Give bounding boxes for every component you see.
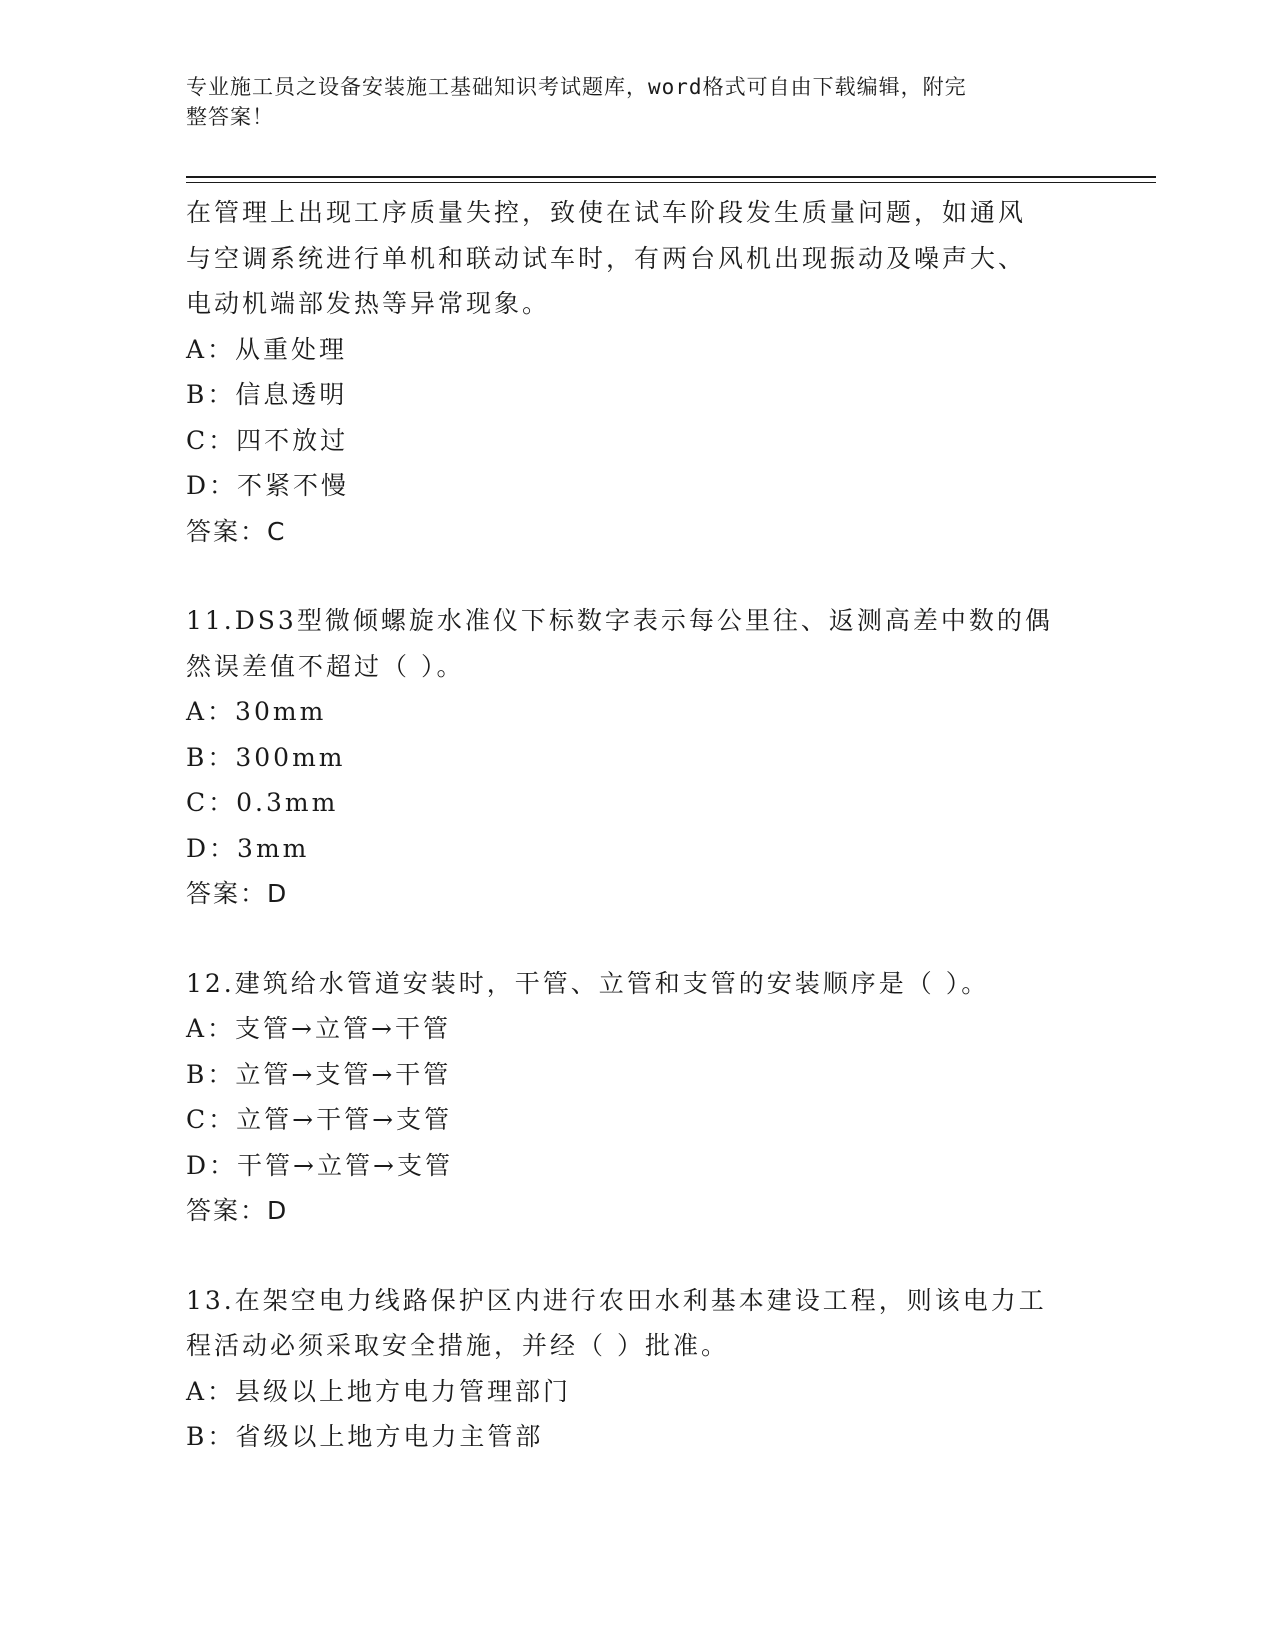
option-c: C：0.3mm xyxy=(186,788,339,817)
option-b: B：省级以上地方电力主管部 xyxy=(186,1422,544,1451)
header-rule-thick xyxy=(186,176,1156,178)
option-d: D：3mm xyxy=(186,833,310,863)
option-b: B：立管→支管→干管 xyxy=(186,1059,452,1089)
question-stem-line: 与空调系统进行单机和联动试车时，有两台风机出现振动及噪声大、 xyxy=(186,243,1027,273)
header-rule-thin xyxy=(186,182,1156,183)
header-line-2: 整答案！ xyxy=(186,105,274,129)
spacer xyxy=(186,1234,1086,1278)
question-stem-line: 在管理上出现工序质量失控，致使在试车阶段发生质量问题，如通风 xyxy=(186,198,1027,227)
option-d: D：干管→立管→支管 xyxy=(186,1150,453,1180)
answer-line: 答案：D xyxy=(186,879,289,908)
option-a: A：从重处理 xyxy=(186,334,348,364)
question-stem-line: 12.建筑给水管道安装时，干管、立管和支管的安装顺序是（ ）。 xyxy=(186,968,990,998)
spacer xyxy=(186,917,1086,961)
question-11 xyxy=(186,598,1086,917)
question-list xyxy=(186,190,1086,1460)
option-b: B：信息透明 xyxy=(186,380,348,409)
question-stem-line: 13.在架空电力线路保护区内进行农田水利基本建设工程，则该电力工 xyxy=(186,1285,1047,1315)
question-13 xyxy=(186,1278,1086,1460)
option-c: C：四不放过 xyxy=(186,425,349,455)
page-header xyxy=(186,72,1066,132)
question-stem-line: 电动机端部发热等异常现象。 xyxy=(186,289,551,318)
question-10 xyxy=(186,190,1086,554)
option-d: D：不紧不慢 xyxy=(186,471,350,500)
option-a: A：县级以上地方电力管理部门 xyxy=(186,1376,572,1406)
question-stem-line: 程活动必须采取安全措施，并经（ ）批准。 xyxy=(186,1331,729,1360)
option-a: A：支管→立管→干管 xyxy=(186,1014,451,1043)
question-stem-line: 然误差值不超过（ ）。 xyxy=(186,651,465,681)
question-12 xyxy=(186,961,1086,1234)
option-a: A：30mm xyxy=(186,697,327,726)
option-b: B：300mm xyxy=(186,742,346,772)
answer-line: 答案：D xyxy=(186,1196,289,1225)
header-line-1: 专业施工员之设备安装施工基础知识考试题库，word格式可自由下载编辑，附完 xyxy=(186,75,967,99)
question-stem-line: 11.DS3型微倾螺旋水准仪下标数字表示每公里往、返测高差中数的偶 xyxy=(186,606,1053,635)
spacer xyxy=(186,554,1086,598)
answer-line: 答案：C xyxy=(186,516,287,546)
option-c: C：立管→干管→支管 xyxy=(186,1105,453,1134)
